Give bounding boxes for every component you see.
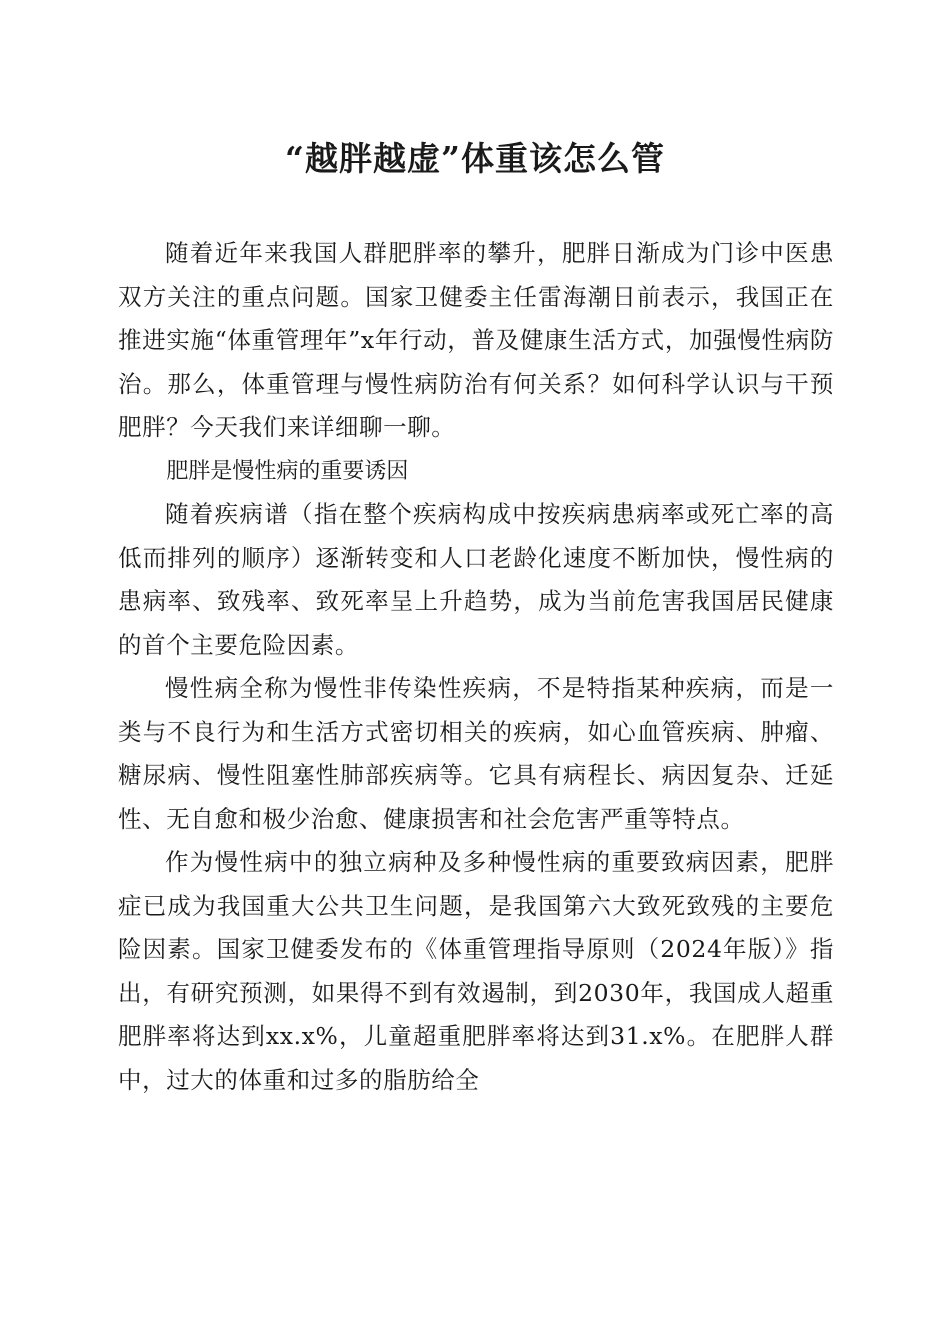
document-body (118, 232, 834, 1102)
body-paragraph-disease-spectrum: 随着疾病谱（指在整个疾病构成中按疾病患病率或死亡率的高低而排列的顺序）逐渐转变和人口老龄化速度不断加快，慢性病的患病率、致残率、致死率呈上升趋势，成为当前危害我国居民健康的首个主要危险因素。 (118, 500, 834, 659)
intro-paragraph: 随着近年来我国人群肥胖率的攀升，肥胖日渐成为门诊中医患双方关注的重点问题。国家卫健委主任雷海潮日前表示，我国正在推进实施“体重管理年”x年行动，普及健康生活方式，加强慢性病防治。那么，体重管理与慢性病防治有何关系？如何科学认识与干预肥胖？今天我们来详细聊一聊。 (118, 239, 834, 441)
document-title: “越胖越虚”体重该怎么管 (285, 139, 665, 178)
body-paragraph-chronic-disease: 慢性病全称为慢性非传染性疾病，不是特指某种疾病，而是一类与不良行为和生活方式密切相关的疾病，如心血管疾病、肿瘤、糖尿病、慢性阻塞性肺部疾病等。它具有病程长、病因复杂、迁延性、无自愈和极少治愈、健康损害和社会危害严重等特点。 (118, 674, 834, 833)
section-heading: 肥胖是慢性病的重要诱因 (166, 458, 409, 484)
body-paragraph-obesity: 作为慢性病中的独立病种及多种慢性病的重要致病因素，肥胖症已成为我国重大公共卫生问题，是我国第六大致死致残的主要危险因素。国家卫健委发布的《体重管理指导原则（2024年版）》指出，有研究预测，如果得不到有效遏制，到2030年，我国成人超重肥胖率将达到xx.x%，儿童超重肥胖率将达到31.x%。在肥胖人群中，过大的体重和过多的脂肪给全 (118, 848, 834, 1094)
